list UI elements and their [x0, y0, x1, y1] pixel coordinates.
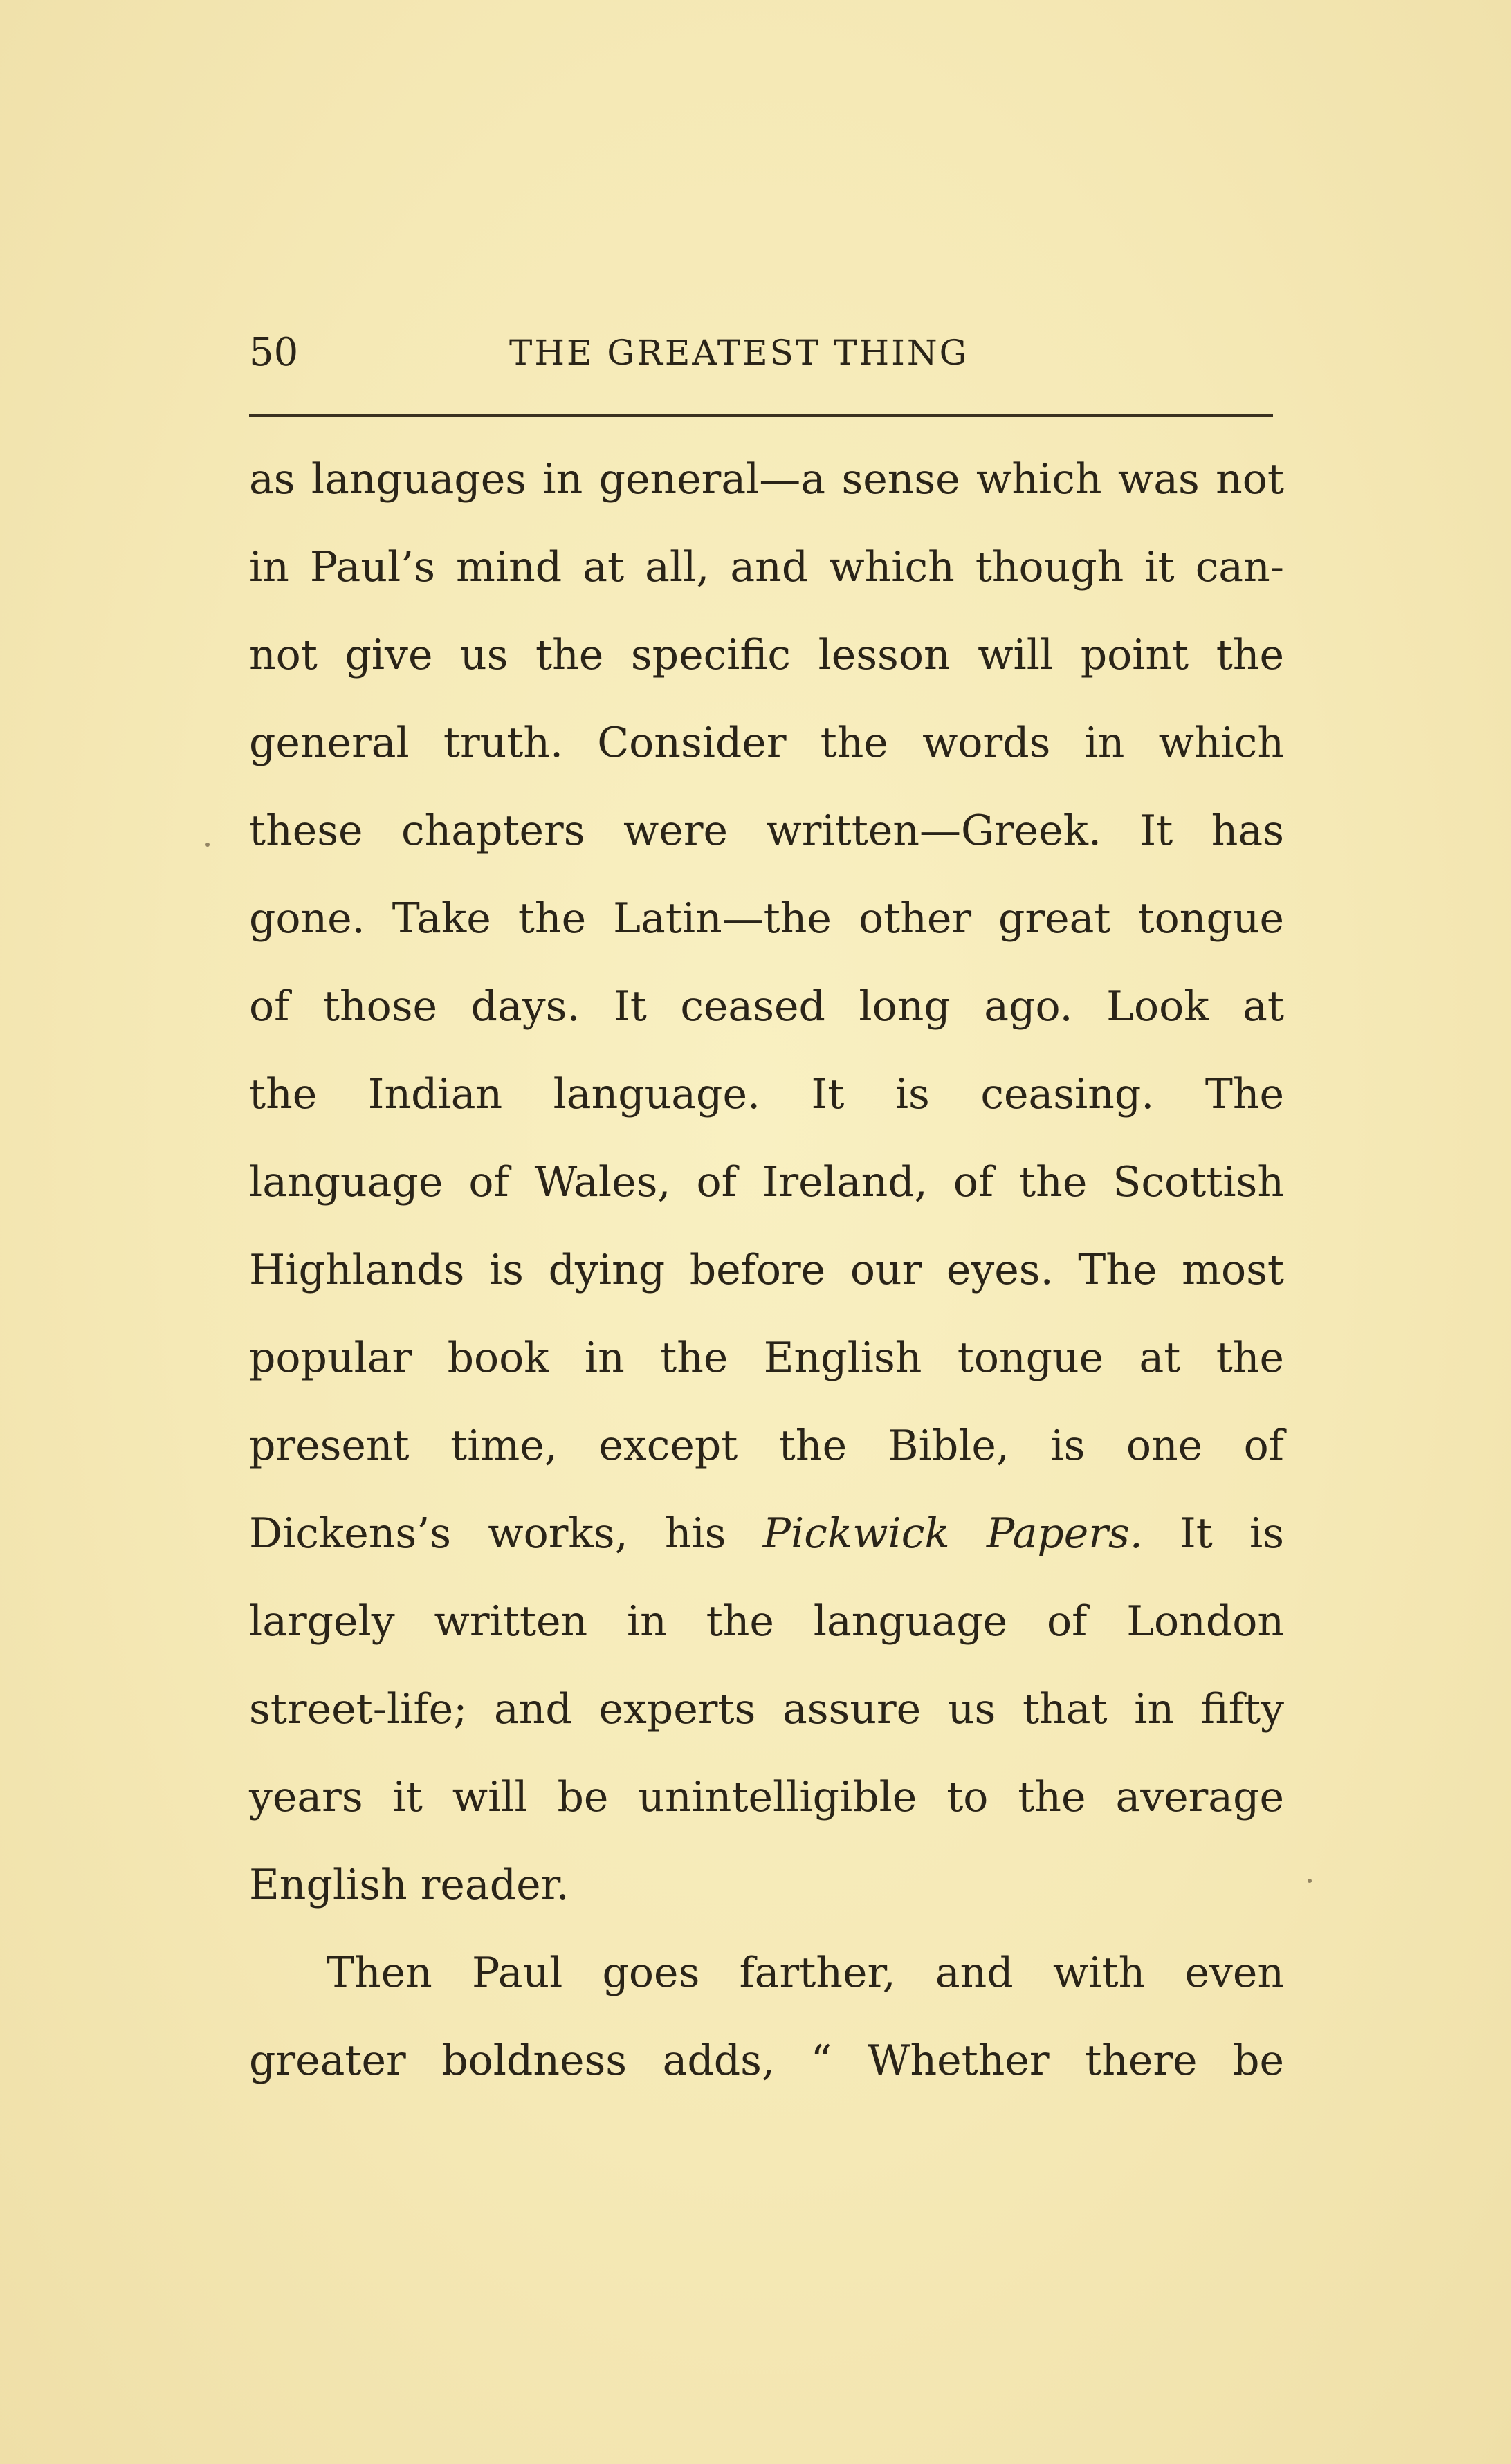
text-line: the Indian language. It is ceasing. The: [249, 1070, 1284, 1119]
paper-speck: [205, 843, 210, 847]
header-rule: [249, 414, 1273, 417]
italic-title: Pickwick Papers.: [762, 1509, 1143, 1558]
text-run: It is: [1142, 1509, 1284, 1558]
text-line: these chapters were written—Greek. It has: [249, 807, 1284, 855]
paper-speck: [1308, 1879, 1312, 1883]
text-line: gone. Take the Latin—the other great tongue: [249, 894, 1284, 943]
page-number: 50: [249, 330, 299, 375]
text-line-paragraph-end: English reader.: [249, 1861, 569, 1909]
text-line: street-life; and experts assure us that in fifty: [249, 1685, 1284, 1734]
text-line: language of Wales, of Ireland, of the Scottish: [249, 1158, 1284, 1206]
text-line: greater boldness adds, “ Whether there be: [249, 2037, 1284, 2085]
text-line: of those days. It ceased long ago. Look at: [249, 982, 1284, 1031]
running-head: [249, 325, 1280, 380]
body-text: [249, 436, 1284, 2165]
text-line-paragraph-start: Then Paul goes farther, and with even: [327, 1949, 1284, 1997]
text-line-with-italic: [249, 1490, 1284, 1578]
text-line: general truth. Consider the words in which: [249, 719, 1284, 767]
text-line: years it will be unintelligible to the average: [249, 1773, 1284, 1821]
text-run: Dickens’s works, his: [249, 1509, 763, 1558]
text-line: as languages in general—a sense which was not: [249, 455, 1284, 504]
text-line: popular book in the English tongue at the: [249, 1334, 1284, 1382]
running-title: THE GREATEST THING: [509, 333, 969, 373]
text-line: present time, except the Bible, is one of: [249, 1422, 1284, 1470]
text-line: Highlands is dying before our eyes. The most: [249, 1246, 1284, 1294]
text-line: in Paul’s mind at all, and which though it can-: [249, 543, 1284, 591]
text-line: largely written in the language of London: [249, 1597, 1284, 1646]
text-line: not give us the specific lesson will point the: [249, 631, 1284, 679]
